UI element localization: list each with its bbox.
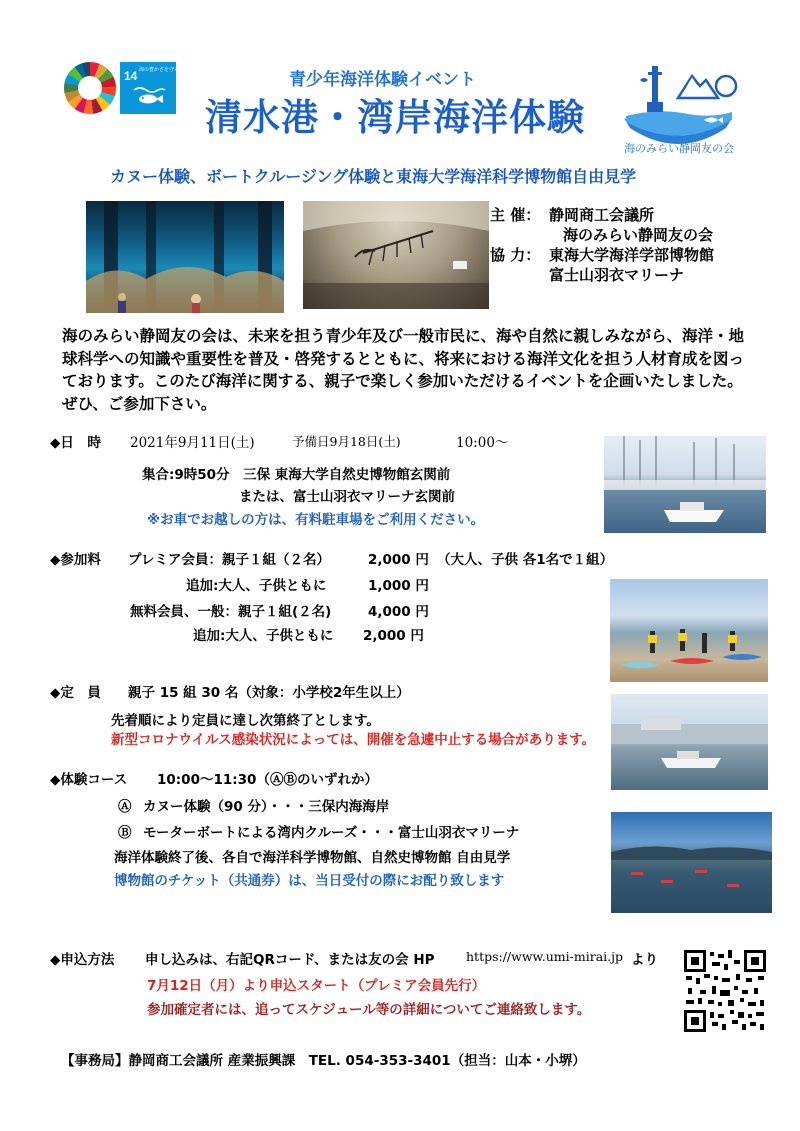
host-1: 静岡商工会議所 [549, 206, 655, 224]
course-b-mark: Ⓑ [118, 825, 132, 841]
intro-paragraph: 海のみらい静岡友の会は、未来を担う青少年及び一般市民に、海や自然に親しみながら、海洋・地球科学への知識や重要性を普及・啓発するとともに、将来における海洋文化を担う人材育成を図っております。このたび海洋に関する、親子で楽しく参加いただけるイベントを企画いたしました。ぜひ、ご参加下さい。 [62, 327, 745, 413]
motorboat-photo [611, 694, 768, 790]
host-label: 主 催： [490, 206, 541, 224]
sea-kayak-photo [611, 812, 772, 913]
course-a-mark: Ⓐ [118, 799, 132, 815]
fee-general-extra-price: 2,000 円 [363, 628, 424, 644]
schedule-date: 2021年9月11日(土) [130, 435, 255, 451]
course-b: モーターボートによる湾内クルーズ・・・富士山羽衣マリーナ [143, 825, 520, 841]
apply-url-link[interactable]: https://www.umi-mirai.jp [466, 949, 623, 964]
sdg-wheel-logo [64, 62, 116, 114]
qr-code[interactable] [684, 950, 766, 1032]
ticket-note: 博物館のチケット（共通券）は、当日受付の際にお配り致します [114, 873, 505, 889]
event-title: 清水港・湾岸海洋体験 [205, 96, 585, 139]
capacity-note: 先着順により定員に達し次第終了とします。 [111, 713, 380, 729]
sdg-number: 14 [124, 69, 138, 83]
fee-premium-price: 2,000 円 [368, 552, 429, 568]
coop-1: 東海大学海洋学部博物館 [549, 246, 715, 264]
course-after: 海洋体験終了後、各自で海洋科学博物館、自然史博物館 自由見学 [114, 850, 511, 866]
fish-icon [132, 84, 166, 106]
whale-skeleton-photo [303, 201, 489, 309]
apply-start: 7月12日（月）より申込スタート（プレミア会員先行） [147, 978, 486, 994]
event-subtitle: 青少年海洋体験イベント [289, 70, 476, 90]
apply-label: ◆申込方法 [50, 952, 115, 968]
fee-premium-extra: 追加:大人、子供ともに [186, 578, 327, 594]
fee-general-price: 4,000 円 [368, 604, 429, 620]
apply-text: 申し込みは、右記QRコード、または友の会 HP [145, 952, 435, 968]
fee-general: 無料会員、一般：親子１組(２名) [130, 604, 332, 620]
capacity-value: 親子 15 組 30 名（対象：小学校2年生以上） [128, 685, 410, 701]
activities-line: カヌー体験、ボートクルージング体験と東海大学海洋科学博物館自由見学 [110, 167, 637, 186]
fee-general-extra: 追加:大人、子供ともに [193, 628, 334, 644]
fee-premium-extra-price: 1,000 円 [368, 578, 429, 594]
schedule-label: ◆日 時 [50, 435, 101, 451]
apply-confirm: 参加確定者には、追ってスケジュール等の詳細についてご連絡致します。 [147, 1002, 591, 1018]
canoe-photo [610, 579, 768, 682]
sdg14-icon [120, 62, 185, 114]
aquarium-photo [86, 201, 284, 313]
course-label: ◆体験コース [50, 772, 128, 788]
apply-suffix: より [631, 952, 658, 968]
coop-2: 富士山羽衣マリーナ [549, 266, 685, 284]
fee-premium-note: （大人、子供 各1名で１組） [437, 552, 614, 568]
parking-note: ※お車でお越しの方は、有料駐車場をご利用ください。 [147, 512, 485, 528]
schedule-backup: 予備日9月18日(土) [292, 434, 401, 449]
schedule-time: 10:00～ [456, 435, 509, 451]
capacity-label: ◆定 員 [50, 685, 101, 701]
covid-note: 新型コロナウイルス感染状況によっては、開催を急遽中止する場合があります。 [111, 732, 596, 748]
office-contact: 【事務局】静岡商工会議所 産業振興課 TEL. 054-353-3401（担当：山本・小堺） [61, 1053, 586, 1069]
marina-boat-photo [604, 436, 766, 533]
host-2: 海のみらい静岡友の会 [563, 226, 714, 244]
meeting-point-alt: または、富士山羽衣マリーナ玄関前 [239, 489, 455, 505]
fee-premium: プレミア会員：親子１組（２名） [128, 552, 330, 568]
logo-caption: 海のみらい静岡友の会 [624, 142, 734, 155]
fees-label: ◆参加料 [50, 552, 101, 568]
course-a: カヌー体験（90 分）・・・三保内海海岸 [143, 799, 390, 815]
meeting-point: 集合:9時50分 三保 東海大学自然史博物館玄関前 [142, 467, 451, 483]
sdg-goal-text: 海の豊かさを守ろう [139, 67, 185, 73]
course-time: 10:00～11:30（ⒶⒷのいずれか） [157, 772, 378, 788]
coop-label: 協 力： [490, 246, 541, 264]
